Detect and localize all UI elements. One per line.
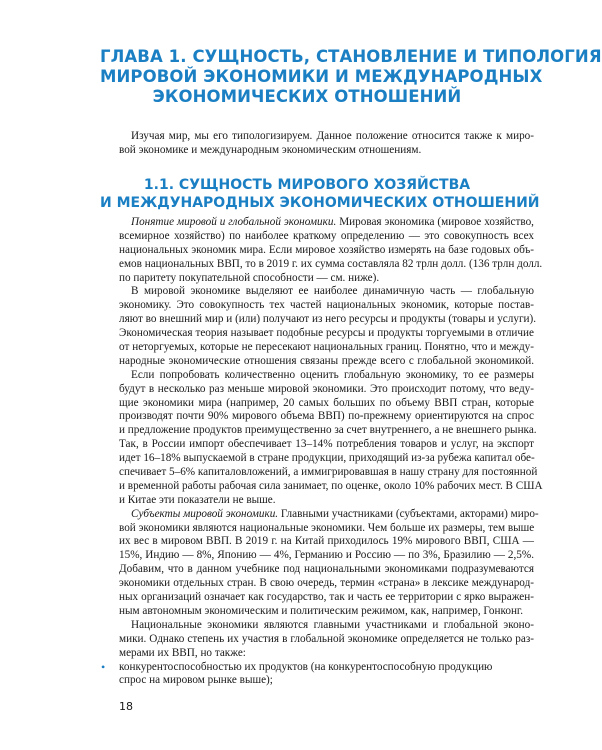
text-span: Главными участниками (субъектами, акторами) миро- xyxy=(278,507,539,520)
text-line: мики. Однако степень их участия в глобальной экономике определяется не только раз- xyxy=(119,632,534,645)
text-line: по паритету покупательной способности — см. ниже). xyxy=(119,271,380,284)
intro-paragraph xyxy=(119,130,534,158)
section-title-line: И МЕЖДУНАРОДНЫХ ЭКОНОМИЧЕСКИХ ОТНОШЕНИЙ xyxy=(100,195,540,211)
page-number: 18 xyxy=(119,700,133,713)
text-line: спрос на мировом рынке выше); xyxy=(119,674,273,687)
text-line: В мировой экономике выделяют ее наиболее динамичную часть — глобальную xyxy=(131,285,534,298)
text-line: экономику. Это совокупность тех частей национальных экономик, которые постав- xyxy=(119,299,534,312)
bullet-item xyxy=(101,659,534,675)
text-line: мерами их ВВП, но также: xyxy=(119,646,246,659)
text-line: Так, в России импорт обеспечивает 13–14% потребления товаров и услуг, на экспорт xyxy=(119,438,534,451)
text-line: Добавим, что в данном учебнике под национальными экономиками подразумеваются xyxy=(119,563,534,576)
text-line: будут в несколько раз меньше мировой экономики. Это происходит потому, что веду- xyxy=(119,382,534,395)
section-title-line: 1.1. СУЩНОСТЬ МИРОВОГО ХОЗЯЙСТВА xyxy=(143,177,471,193)
text-line: и предложение продуктов преимущественно за счет внутреннего, а не внешнего рынка. xyxy=(119,424,537,437)
text-line: экономики отдельных стран. В свою очередь, термин «страна» в лексике международ- xyxy=(119,577,534,590)
text-line: 15%, Индию — 8%, Японию — 4%, Германию и Россию — по 3%, Бразилию — 2,5%. xyxy=(119,549,534,562)
text-line: производят почти 90% мирового объема ВВП) по-прежнему ориентируются на спрос xyxy=(119,410,534,423)
text-line: ных организаций означает как государство, так и часть ее территории с ярко выражен- xyxy=(119,591,534,604)
text-line: национальных экономик мира. Если мировое хозяйство измерять на базе годовых объ- xyxy=(119,243,534,256)
text-line xyxy=(119,507,539,522)
paragraph-term: Субъекты мировой экономики. xyxy=(131,507,279,520)
paragraph-term: Понятие мировой и глобальной экономики. xyxy=(131,216,337,228)
text-line: идет 16–18% выпускаемой в стране продукции, приходящий из-за рубежа капитал обе- xyxy=(119,452,535,465)
text-line: Экономическая теория называет подобные ресурсы и продукты торгуемыми в отличие xyxy=(119,327,534,340)
text-line: спечивает 5–6% капиталовложений, а иммигрировавшая в нашу страну для постоянной xyxy=(119,466,538,479)
text-line: от неторгуемых, которые не пересекают национальных границ. Понятно, что и между- xyxy=(119,341,534,354)
text-line: Изучая мир, мы его типологизируем. Данное положение относится также к миро- xyxy=(131,130,534,142)
text-line: Если попробовать количественно оценить глобальную экономику, то ее размеры xyxy=(131,368,534,381)
bullet-icon: • xyxy=(101,659,106,674)
text-line xyxy=(119,216,534,230)
text-line: народные экономические отношения связаны прежде всего с глобальной экономикой. xyxy=(119,354,534,367)
text-line: вой экономике и международным экономическим отношениям. xyxy=(119,143,422,156)
chapter-title-line: ГЛАВА 1. СУЩНОСТЬ, СТАНОВЛЕНИЕ И ТИПОЛОГИЯ xyxy=(100,47,602,66)
text-line: и Китае эти показатели не выше. xyxy=(119,493,276,506)
text-line: Национальные экономики являются главными участниками и глобальной эконо- xyxy=(131,618,534,631)
text-line: вой экономики являются национальные экономики. Чем больше их размеры, тем выше xyxy=(119,521,535,534)
text-line: ляют во внешний мир и (или) получают из него ресурсы и продукты (товары и услуги). xyxy=(119,313,537,326)
body-text xyxy=(101,216,543,688)
text-line: и временной работы рабочая сила занимает, по оценке, около 10% рабочих мест. В США xyxy=(119,479,543,492)
text-span: конкурентоспособностью их продуктов (на конкурентоспособную продукцию xyxy=(119,660,493,673)
text-span: Мировая экономика (мировое хозяйство, xyxy=(336,216,534,228)
text-line: всемирное хозяйство) по наиболее краткому определению — это совокупность всех xyxy=(119,229,534,242)
text-line: их вес в мировом ВВП. В 2019 г. на Китай приходилось 19% мирового ВВП, США — xyxy=(119,535,534,548)
text-line: ным автономным экономическим и политическим режимом, как, например, Гонконг. xyxy=(119,604,524,617)
section-title xyxy=(100,176,540,212)
text-line: щие экономики мира (например, 20 самых больших по объему ВВП стран, которые xyxy=(119,396,534,409)
text-line: емов национальных ВВП, то в 2019 г. их сумма составляла 82 трлн долл. (136 трлн долл. xyxy=(119,257,543,270)
chapter-title-line: МИРОВОЙ ЭКОНОМИКИ И МЕЖДУНАРОДНЫХ xyxy=(100,67,543,86)
chapter-title-line: ЭКОНОМИЧЕСКИХ ОТНОШЕНИЙ xyxy=(152,87,462,106)
chapter-title xyxy=(100,47,602,107)
